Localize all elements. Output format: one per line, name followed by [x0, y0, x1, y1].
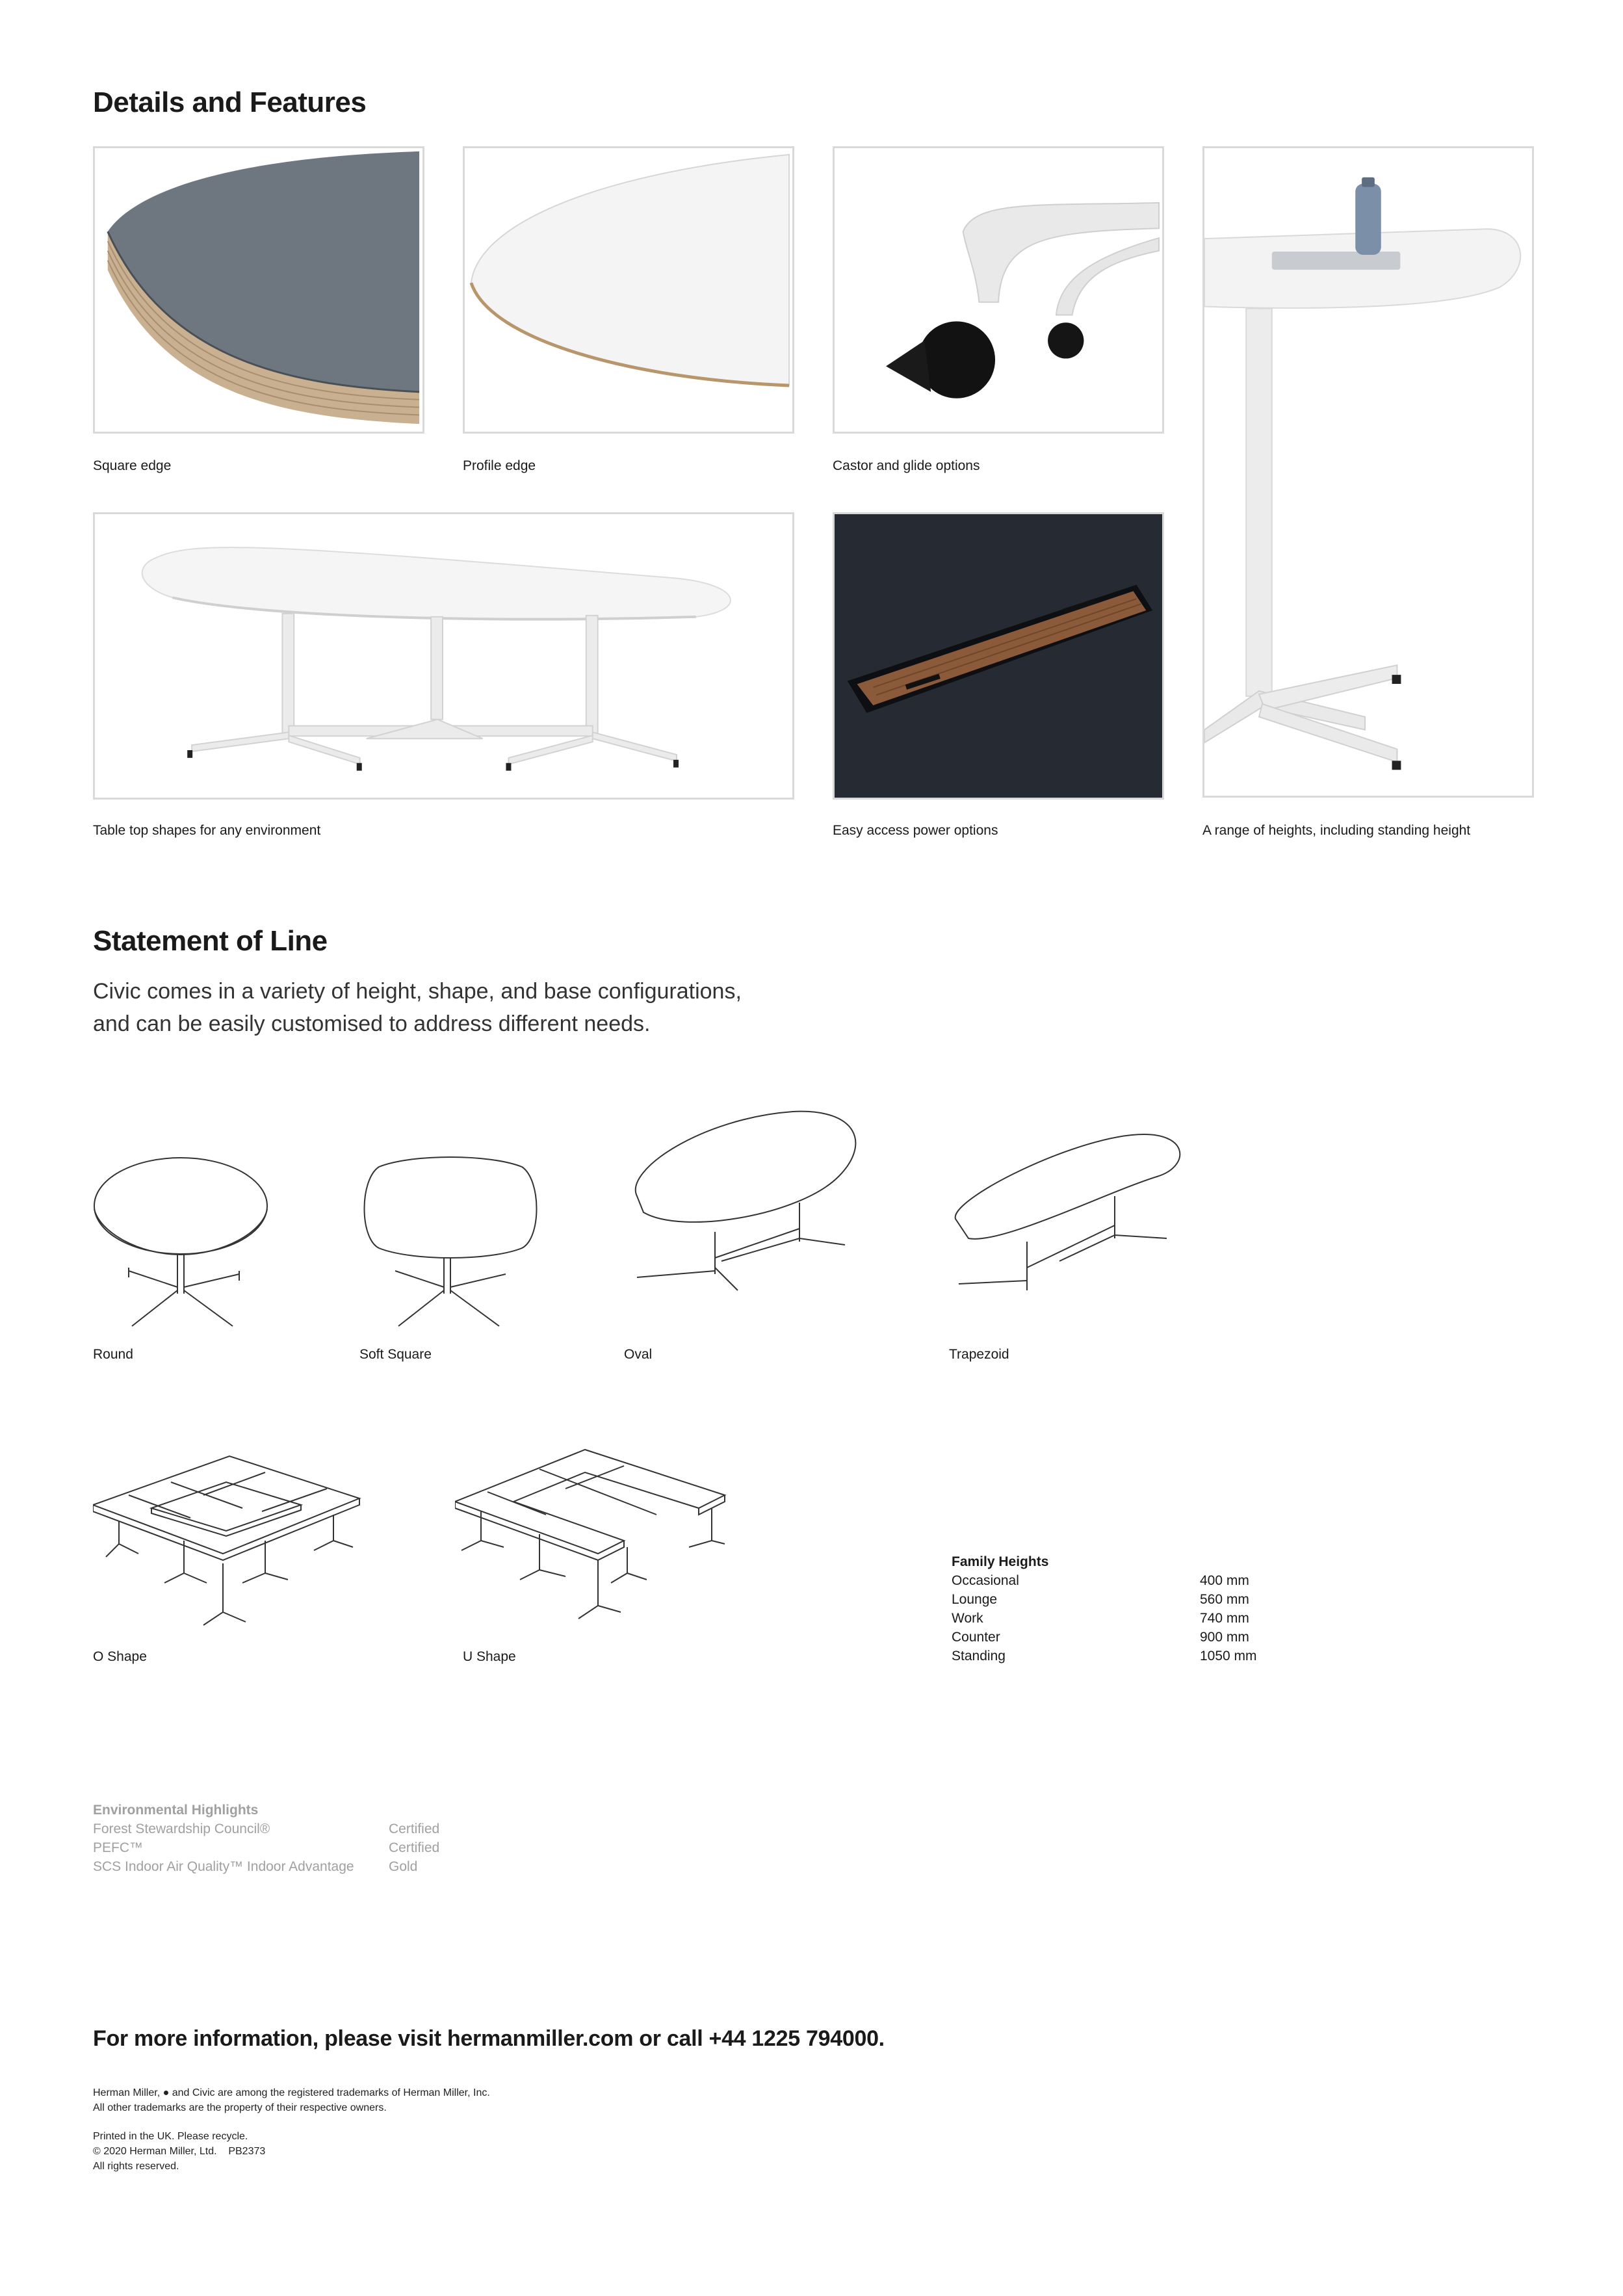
height-name: Occasional [952, 1573, 1019, 1588]
env-value: Gold [389, 1859, 418, 1874]
height-value: 900 mm [1200, 1630, 1249, 1645]
family-heights-row [952, 1647, 1277, 1665]
environmental-highlights [93, 1801, 548, 1876]
height-name: Work [952, 1611, 983, 1626]
heights-caption: A range of heights, including standing height [1202, 823, 1471, 838]
print-line-3: All rights reserved. [93, 2161, 179, 2172]
trademark-notice [93, 2085, 490, 2115]
soft-square-caption: Soft Square [359, 1347, 432, 1362]
oval-caption: Oval [624, 1347, 653, 1362]
print-line-2: © 2020 Herman Miller, Ltd. PB2373 [93, 2146, 266, 2157]
print-line-1: Printed in the UK. Please recycle. [93, 2131, 248, 2142]
family-heights-title: Family Heights [952, 1554, 1049, 1569]
print-notice [93, 2129, 265, 2174]
trademark-line-2: All other trademarks are the property of their respective owners. [93, 2102, 387, 2113]
environmental-row [93, 1838, 548, 1857]
env-name: Forest Stewardship Council® [93, 1821, 270, 1836]
trademark-line-1: Herman Miller, ● and Civic are among the registered trademarks of Herman Miller, Inc. [93, 2087, 490, 2098]
family-heights-table [952, 1552, 1277, 1665]
square-edge-photo [93, 146, 424, 434]
height-name: Counter [952, 1630, 1000, 1645]
soft-square-table-drawing [359, 1154, 541, 1329]
square-edge-caption: Square edge [93, 458, 172, 473]
trapezoid-table-drawing [949, 1128, 1189, 1297]
table-top-caption: Table top shapes for any environment [93, 823, 321, 838]
table-top-photo [93, 512, 794, 800]
height-value: 740 mm [1200, 1611, 1249, 1626]
environmental-title: Environmental Highlights [93, 1803, 259, 1818]
castor-caption: Castor and glide options [833, 458, 980, 473]
height-value: 1050 mm [1200, 1649, 1257, 1663]
power-photo [833, 512, 1164, 800]
environmental-row [93, 1820, 548, 1838]
family-heights-row [952, 1590, 1277, 1609]
castor-photo [833, 146, 1164, 434]
env-value: Certified [389, 1821, 440, 1836]
oval-table-drawing [624, 1105, 864, 1294]
env-name: PEFC™ [93, 1840, 144, 1855]
statement-lede-line-1: Civic comes in a variety of height, shape, and base configurations, [93, 979, 742, 1004]
family-heights-row [952, 1609, 1277, 1628]
u-shape-caption: U Shape [463, 1649, 516, 1664]
statement-heading: Statement of Line [93, 925, 328, 957]
details-heading: Details and Features [93, 86, 367, 118]
height-value: 560 mm [1200, 1592, 1249, 1607]
profile-edge-photo [463, 146, 794, 434]
family-heights-row [952, 1628, 1277, 1647]
o-shape-table-drawing [93, 1443, 366, 1632]
u-shape-table-drawing [455, 1437, 728, 1632]
statement-lede [93, 975, 742, 1040]
power-caption: Easy access power options [833, 823, 998, 838]
round-caption: Round [93, 1347, 133, 1362]
trapezoid-caption: Trapezoid [949, 1347, 1009, 1362]
environmental-row [93, 1857, 548, 1876]
height-name: Lounge [952, 1592, 998, 1607]
height-value: 400 mm [1200, 1573, 1249, 1588]
round-table-drawing [93, 1154, 275, 1329]
env-name: SCS Indoor Air Quality™ Indoor Advantage [93, 1859, 354, 1874]
standing-height-photo [1202, 146, 1534, 798]
contact-cta: For more information, please visit hermanmiller.com or call +44 1225 794000. [93, 2026, 885, 2051]
statement-lede-line-2: and can be easily customised to address different needs. [93, 1011, 651, 1036]
profile-edge-caption: Profile edge [463, 458, 536, 473]
env-value: Certified [389, 1840, 440, 1855]
o-shape-caption: O Shape [93, 1649, 147, 1664]
family-heights-row [952, 1571, 1277, 1590]
height-name: Standing [952, 1649, 1006, 1663]
